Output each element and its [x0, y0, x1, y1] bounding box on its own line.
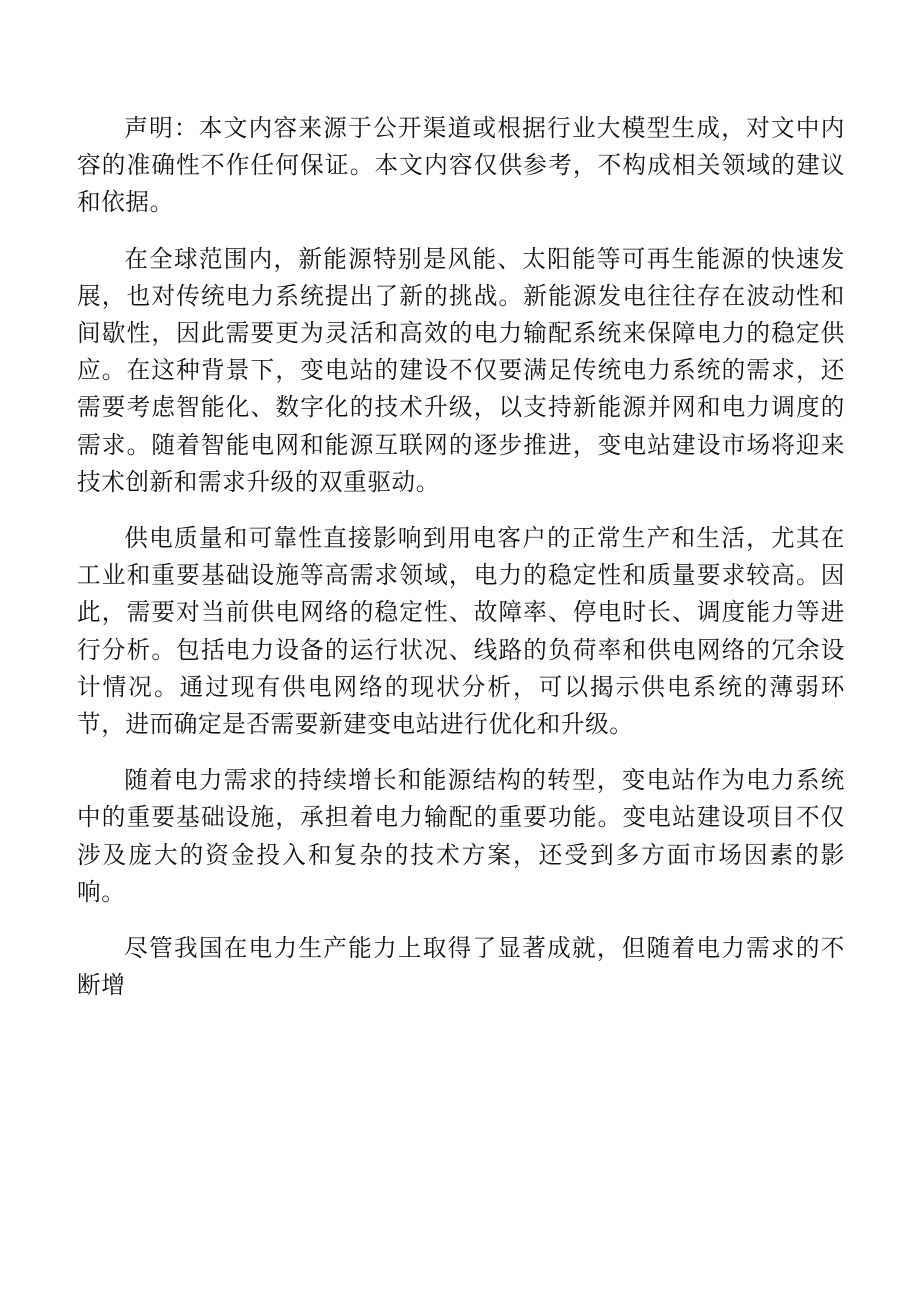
body-paragraph: 在全球范围内，新能源特别是风能、太阳能等可再生能源的快速发展，也对传统电力系统提出了新的挑战。新能源发电往往存在波动性和间歇性，因此需要更为灵活和高效的电力输配系统来保障电力的稳定供应。在这种背景下，变电站的建设不仅要满足传统电力系统的需求，还需要考虑智能化、数字化的技术升级，以支持新能源并网和电力调度的需求。随着智能电网和能源互联网的逐步推进，变电站建设市场将迎来技术创新和需求升级的双重驱动。: [77, 244, 845, 496]
body-paragraph: 供电质量和可靠性直接影响到用电客户的正常生产和生活，尤其在工业和重要基础设施等高需求领域，电力的稳定性和质量要求较高。因此，需要对当前供电网络的稳定性、故障率、停电时长、调度能力等进行分析。包括电力设备的运行状况、线路的负荷率和供电网络的冗余设计情况。通过现有供电网络的现状分析，可以揭示供电系统的薄弱环节，进而确定是否需要新建变电站进行优化和升级。: [77, 524, 845, 739]
document-body: [77, 110, 845, 1023]
disclaimer-paragraph: 声明：本文内容来源于公开渠道或根据行业大模型生成，对文中内容的准确性不作任何保证。本文内容仅供参考，不构成相关领域的建议和依据。: [77, 114, 845, 217]
body-paragraph: 随着电力需求的持续增长和能源结构的转型，变电站作为电力系统中的重要基础设施，承担着电力输配的重要功能。变电站建设项目不仅涉及庞大的资金投入和复杂的技术方案，还受到多方面市场因素的影响。: [77, 766, 845, 906]
body-paragraph: 尽管我国在电力生产能力上取得了显著成就，但随着电力需求的不断增: [77, 934, 845, 1000]
